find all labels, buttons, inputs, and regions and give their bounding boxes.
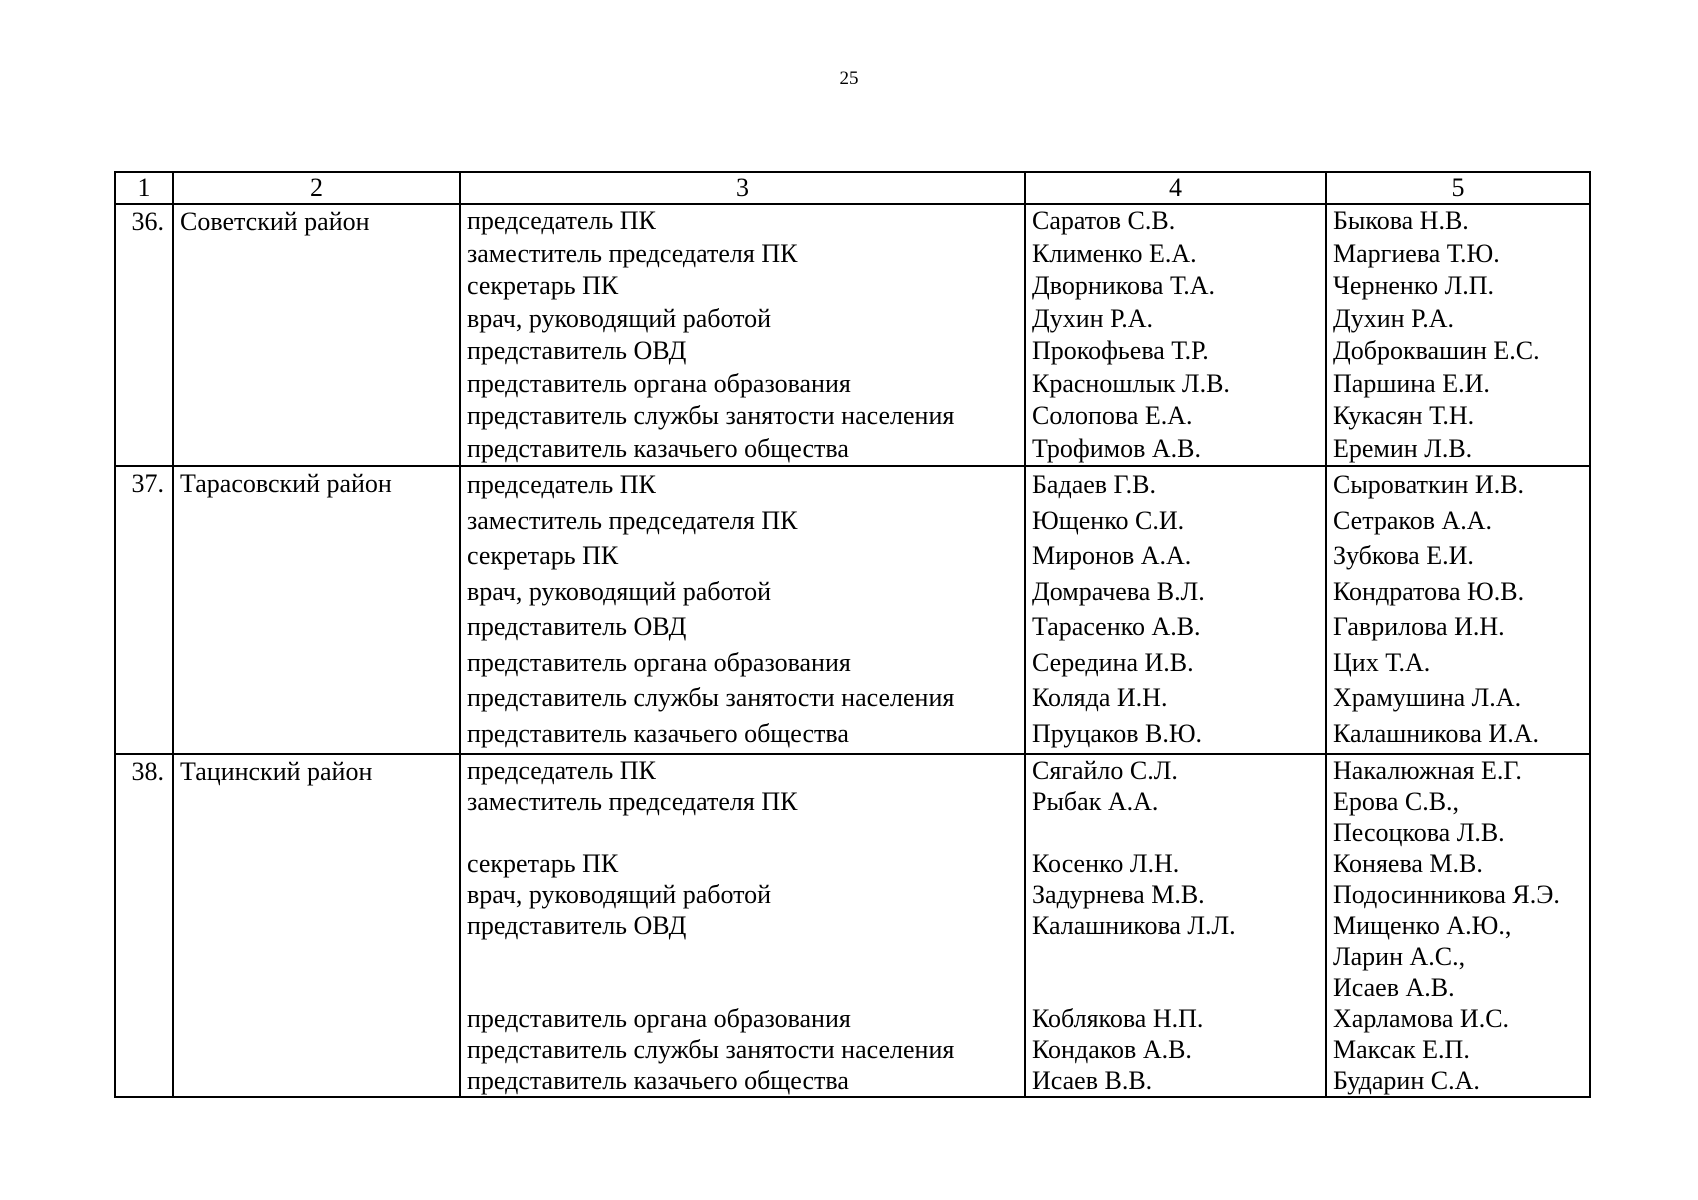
role-line: представитель казачьего общества [467,1066,849,1095]
reserve-name: Сетраков А.А. [1333,505,1493,535]
member-name: Саратов С.В. [1032,206,1176,235]
member-name: Солопова Е.А. [1032,401,1193,430]
table-row [115,204,1590,466]
role-line: представитель службы занятости населения [467,683,955,712]
column-number: 5 [1326,172,1590,204]
reserve-name: Духин Р.А. [1333,303,1455,333]
reserves-cell [1326,204,1590,466]
reserve-name: Накалюжная Е.Г. [1333,756,1522,785]
role-line [467,941,1024,972]
reserve-name: Мищенко А.Ю., [1333,911,1512,940]
role-line [467,972,1024,1003]
member-name [1032,817,1325,848]
reserve-name: Калашникова И.А. [1333,718,1539,748]
district-name: Тацинский район [173,754,460,1097]
role-line: секретарь ПК [467,271,619,300]
reserve-name: Гаврилова И.Н. [1333,612,1505,641]
reserve-name: Еремин Л.В. [1333,433,1473,463]
role-line: представитель казачьего общества [467,718,849,748]
member-name: Ющенко С.И. [1032,505,1185,535]
member-name: Исаев В.В. [1032,1066,1153,1095]
row-number: 38. [115,754,173,1097]
reserve-name: Быкова Н.В. [1333,206,1469,235]
reserve-name: Ерова С.В., [1333,787,1460,816]
roles-cell [460,466,1025,754]
member-name: Тарасенко А.В. [1032,612,1201,641]
reserve-name: Доброквашин Е.С. [1333,336,1540,365]
member-name: Задурнева М.В. [1032,880,1205,909]
members-cell [1025,204,1326,466]
member-name: Бадаев Г.В. [1032,470,1156,499]
district-name: Советский район [173,204,460,466]
reserve-name: Кондратова Ю.В. [1333,576,1525,606]
reserve-name: Кукасян Т.Н. [1333,401,1475,430]
reserve-name: Маргиева Т.Ю. [1333,238,1500,268]
reserve-name: Подосинникова Я.Э. [1333,880,1560,909]
role-line: представитель органа образования [467,1004,851,1033]
table-row [115,466,1590,754]
member-name [1032,972,1325,1003]
role-line: заместитель председателя ПК [467,238,798,268]
member-name: Красношлык Л.В. [1032,368,1230,398]
reserve-name: Зубкова Е.И. [1333,541,1474,570]
column-number-row [115,172,1590,204]
role-line: представитель ОВД [467,612,687,641]
member-name: Дворникова Т.А. [1032,271,1216,300]
member-name: Пруцаков В.Ю. [1032,718,1203,748]
members-cell [1025,466,1326,754]
member-name: Клименко Е.А. [1032,238,1197,268]
member-name: Середина И.В. [1032,647,1194,677]
member-name: Коляда И.Н. [1032,683,1168,712]
member-name: Кондаков А.В. [1032,1035,1192,1064]
role-line: председатель ПК [467,470,656,499]
members-cell [1025,754,1326,1097]
roles-cell [460,204,1025,466]
column-number: 1 [115,172,173,204]
district-name: Тарасовский район [173,466,460,754]
reserve-name: Сыроваткин И.В. [1333,470,1525,499]
member-name: Трофимов А.В. [1032,433,1201,463]
reserve-name: Паршина Е.И. [1333,368,1490,398]
role-line: секретарь ПК [467,541,619,570]
member-name: Духин Р.А. [1032,303,1154,333]
reserves-cell [1326,754,1590,1097]
member-name: Миронов А.А. [1032,541,1192,570]
column-number: 3 [460,172,1025,204]
member-name: Рыбак А.А. [1032,787,1159,816]
member-name: Домрачева В.Л. [1032,576,1205,606]
reserve-name: Максак Е.П. [1333,1035,1470,1064]
reserve-name: Бударин С.А. [1333,1066,1480,1095]
member-name: Калашникова Л.Л. [1032,911,1236,940]
role-line: представитель ОВД [467,911,687,940]
role-line: заместитель председателя ПК [467,505,798,535]
reserve-name: Коняева М.В. [1333,849,1483,878]
reserves-cell [1326,466,1590,754]
roles-cell [460,754,1025,1097]
role-line: врач, руководящий работой [467,576,772,606]
role-line: секретарь ПК [467,849,619,878]
member-name: Прокофьева Т.Р. [1032,336,1209,365]
commission-table [114,171,1591,1098]
role-line: врач, руководящий работой [467,303,772,333]
table-row [115,754,1590,1097]
reserve-name: Цих Т.А. [1333,647,1431,677]
member-name: Косенко Л.Н. [1032,849,1180,878]
row-number: 37. [115,466,173,754]
role-line [467,817,1024,848]
role-line: председатель ПК [467,206,656,235]
role-line: заместитель председателя ПК [467,787,798,816]
role-line: врач, руководящий работой [467,880,772,909]
row-number: 36. [115,204,173,466]
member-name: Коблякова Н.П. [1032,1004,1204,1033]
role-line: представитель органа образования [467,368,851,398]
page-number: 25 [839,68,859,89]
column-number: 4 [1025,172,1326,204]
member-name: Сягайло С.Л. [1032,756,1178,785]
reserve-name: Черненко Л.П. [1333,271,1495,300]
reserve-name: Храмушина Л.А. [1333,683,1522,712]
role-line: представитель органа образования [467,647,851,677]
role-line: представитель службы занятости населения [467,1035,955,1064]
role-line: представитель ОВД [467,336,687,365]
role-line: представитель службы занятости населения [467,401,955,430]
reserve-name: Ларин А.С., [1333,942,1466,971]
role-line: председатель ПК [467,756,656,785]
reserve-name: Харламова И.С. [1333,1004,1510,1033]
role-line: представитель казачьего общества [467,433,849,463]
reserve-name: Исаев А.В. [1333,973,1455,1002]
member-name [1032,941,1325,972]
reserve-name: Песоцкова Л.В. [1333,818,1505,847]
column-number: 2 [173,172,460,204]
